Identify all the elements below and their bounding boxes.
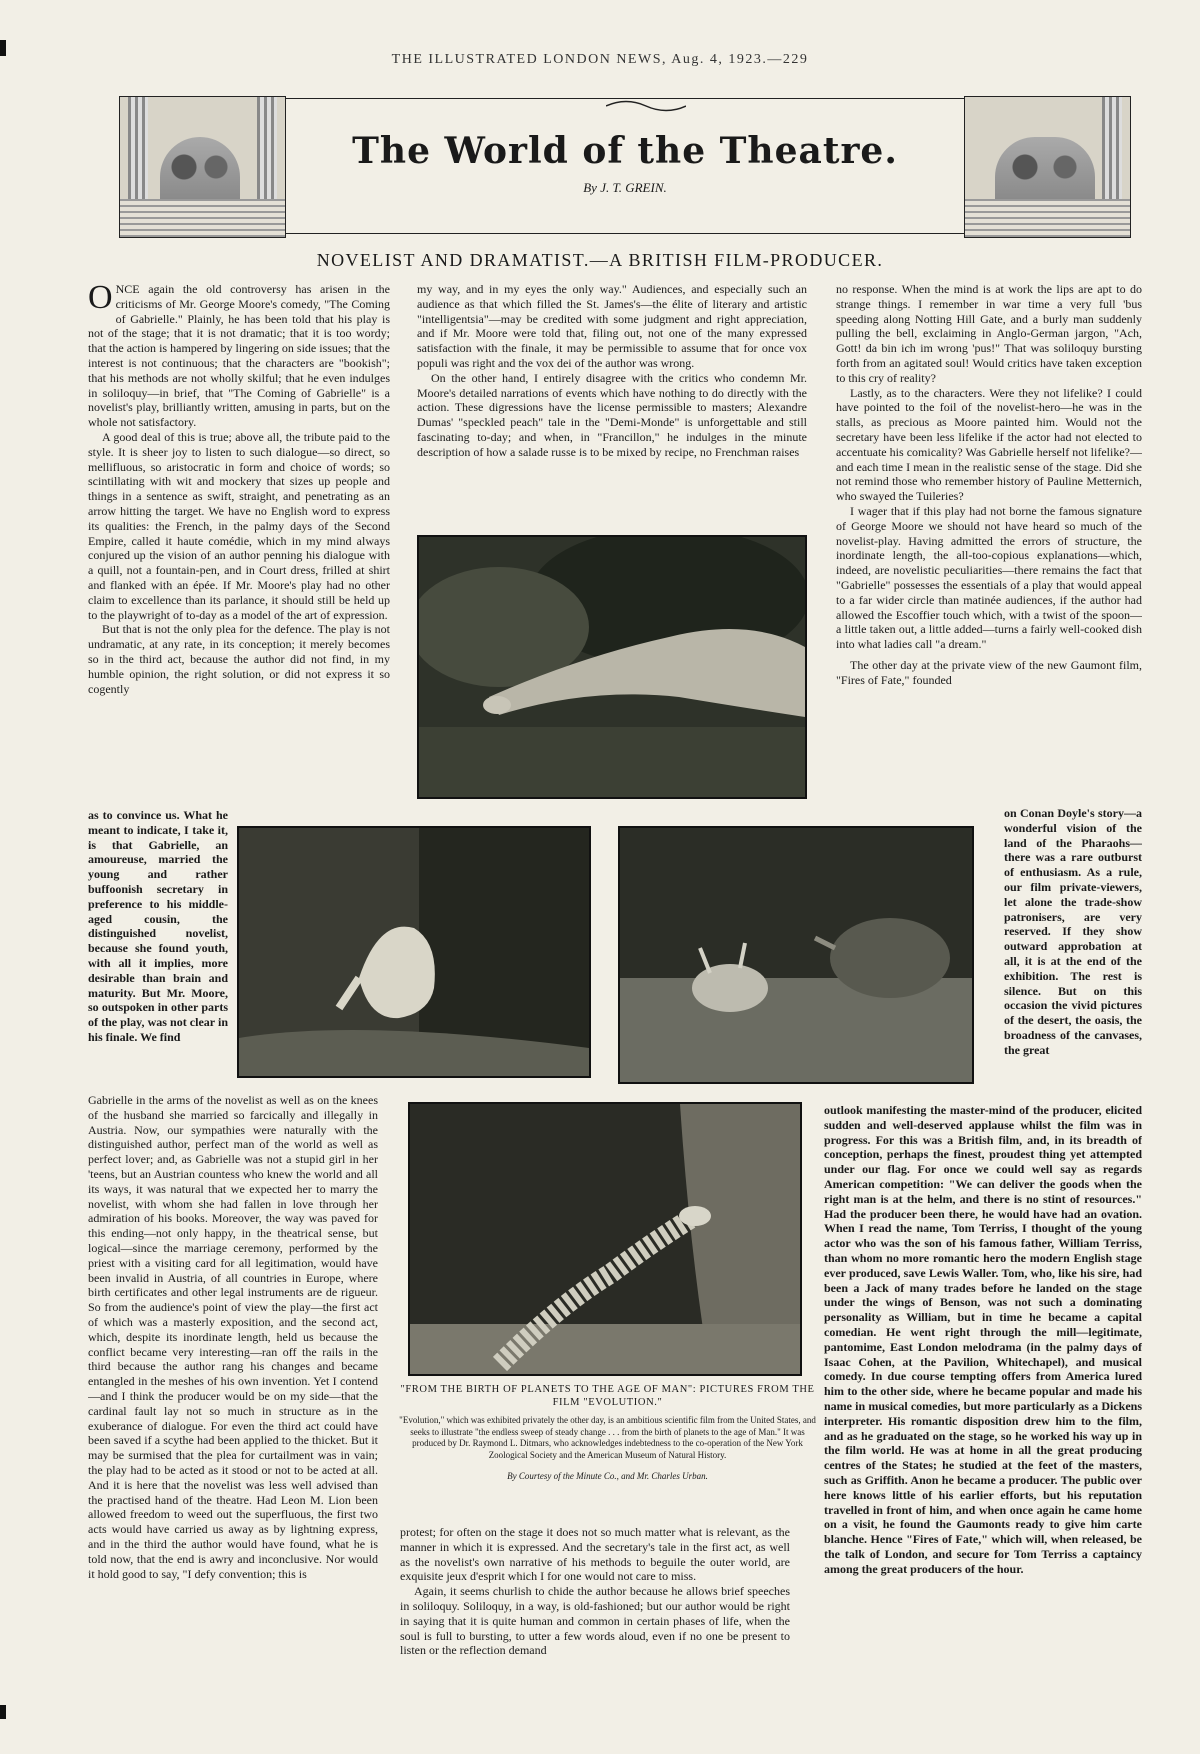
- triceratops-icon: [620, 828, 972, 1082]
- photo-triceratops: [618, 826, 974, 1084]
- column-right-bottom: [824, 1103, 1142, 1719]
- paragraph: my way, and in my eyes the only way." Audiences, and especially such an audience as that which filled the St. James's—the élite of literary and artistic "intelligentsia"—may be credited with some judgment and right appreciation, and if Mr. Moore were told that, filing out, not one of the many expressed satisfaction with the finale, it may be permissible to assume that for once vox populi was right and the vox dei of the author was wrong.: [417, 282, 807, 370]
- masthead-title: The World of the Theatre.: [352, 130, 898, 172]
- caption-body: "Evolution," which was exhibited privately the other day, is an ambitious scientific film from the United States, and seeks to illustrate "the endless sweep of steady change . . . from the birth of planets to the age of Man." It was produced by Dr. Raymond L. Ditmars, who acknowledges indebtedness to the co-operation of the New York Zoological Society and the American Museum of Natural History.: [399, 1415, 816, 1460]
- article-headline: NOVELIST AND DRAMATIST.—A BRITISH FILM-PRODUCER.: [316, 250, 884, 270]
- armoured-reptile-icon: [410, 1104, 800, 1374]
- column-middle-bottom: [400, 1525, 790, 1720]
- caption-credit: By Courtesy of the Minute Co., and Mr. Charles Urban.: [507, 1471, 708, 1481]
- paragraph: no response. When the mind is at work the lips are apt to do strange things. I remember in war time a very full 'bus speeding along Notting Hill Gate, and a burly man suddenly pulling the bell, exclaiming in Anglo-German jargon, "Ach, Gott! da bin ich im wrong 'pus!" That was soliloquy bursting forth from an agitated soul! Would critics have taken exception to this cry of reality?: [836, 282, 1142, 385]
- paragraph: Gabrielle in the arms of the novelist as well as on the knees of the husband she married so farcically and illegally in Austria. Now, our sympathies were naturally with the distinguished author, perfect man of the world as well as perfect lover; and, as Gabrielle was not a stupid girl in her 'teens, but an Austrian countess who knew the world and all its ways, it was natural that we expected her to marry the novelist, with whom she had fallen in love through her admiration of his books. Moreover, the way was paved for this ending—not only happy, in the theatrical sense, but logical—since the marriage ceremony, performed by the priest with a visiting card for all legitimation, would have been invalid in Austria, of all countries in Europe, where birth certificates and other legal instruments are de rigueur. So from the audience's point of view the play—the first act of which was a masterly exposition, and the second act, which, despite its inordinate length, held us because the conflict became very interesting—ran off the rails in the third because the author rang his changes and became entangled in the meshes of his own invention. Yet I contend—and I think the producer would be on my side—that the cardinal fault lay not so much in structure as in the exuberance of dialogue. For even the third act could have been saved if a scythe had been applied to the thicket. But it may be surmised that the plea for curtailment was in vain; the play had to be acted as it stood or not to be acted at all. And it is here that the novelist was less well advised than the practised hand of the theatre. Had Leon M. Lion been allowed freedom to weed out the superfluous, the first two acts would have carried us away as by lightning express, and in the third the author would have found, what he is told now, that the end is awry and inconclusive. Nor would it hold good to say, "I defy convention; this is: [88, 1093, 378, 1581]
- column-right-narrow: [1004, 806, 1142, 1101]
- running-head: THE ILLUSTRATED LONDON NEWS, Aug. 4, 1923.—229: [391, 52, 809, 67]
- masthead-banner: [105, 92, 1145, 252]
- scroll-ornament-icon: [606, 99, 686, 113]
- photo-armoured-reptile: [408, 1102, 802, 1376]
- photo-pangolin-like-creature: [237, 826, 591, 1078]
- prehistoric-mammal-icon: [239, 828, 589, 1076]
- paragraph: as to convince us. What he meant to indicate, I take it, is that Gabrielle, an amoureuse, married the young and rather buffoonish secretary in preference to his middle-aged cousin, the distinguished novelist, because she found youth, with all it implies, more desirable than brain and maturity. But Mr. Moore, so outspoken in other parts of the play, was not clear in his finale. We find: [88, 808, 228, 1044]
- paragraph: Lastly, as to the characters. Were they not lifelike? I could have pointed to the foil of the novelist-hero—he was in the stalls, as precious as Moore painted him. Would not the secretary have been less lifelike if the actor had not elected to accentuate his comicality? Was Gabrielle herself not lifelike?—and each time I mean in the realistic sense of the stage. Did she not remind those who remember history of Pauline Metternich, who swayed the Tuileries?: [836, 385, 1142, 504]
- paragraph: I wager that if this play had not borne the famous signature of George Moore we should not have heard so much of the novelist-play. Having admitted the errors of structure, the inordinate length, the all-too-copious explanations—which, indeed, are novelistic peculiarities—there remains the fact that "Gabrielle" possesses the essentials of a play that would appeal to a far wider circle than matinée audiences, if the author had allowed the Escoffier touch which, with a twist of the spoon—a little taken out, a little added—turns a fairly well-cooked dish into what ladies call "a dream.": [836, 503, 1142, 652]
- paragraph: But that is not the only plea for the defence. The play is not undramatic, at any rate, in its conception; it merely becomes so in the third act, because the author did not find, in my humble opinion, the right solution, or did not express it so cogently: [88, 622, 390, 696]
- binding-mark-bottom: [0, 1705, 6, 1719]
- drop-cap: O: [88, 282, 113, 316]
- sauropod-dinosaur-icon: [419, 537, 805, 797]
- paragraph: A good deal of this is true; above all, the tribute paid to the style. It is sheer joy to listen to such dialogue—so direct, so mellifluous, so aristocratic in form and choice of words; so scintillating with wit and mockery that sizes up people and things in a sentence as swift, straight, and penetrating as an arrow hitting the target. We have no English word to express its qualities: the French, in the palmy days of the Second Empire, called it haute comédie, which in my mind always conjured up the vision of an author penning his dialogue with a quill, not a fountain-pen, and in Court dress, frilled at shirt and flanked with an épée. If Mr. Moore's play had no other claim to excellence than its parlance, it should still be held up to the playwright of to-day as a model of the art of expression.: [88, 429, 390, 622]
- paragraph: protest; for often on the stage it does not so much matter what is relevant, as the manner in which it is expressed. And the secretary's tale in the first act, as well as the novelist's own narrative of his methods to beguile the outer world, are exquisite jeux d'esprit which I for one would not care to miss.: [400, 1525, 790, 1584]
- column-left-top: [88, 282, 390, 794]
- paragraph: The other day at the private view of the new Gaumont film, "Fires of Fate," founded: [836, 657, 1142, 687]
- photo-caption: [395, 1383, 820, 1483]
- paragraph: ONCE again the old controversy has arisen in the criticisms of Mr. George Moore's comedy, "The Coming of Gabrielle." Plainly, he has been told that his play is not of the stage; that it is not dramatic; that it is too wordy; that the action is hampered by lingering on side issues; that the interest is not continuous; that the characters are "bookish"; that his methods are not wholly skilful; that he even indulges in soliloquy—in brief, that "The Coming of Gabrielle" is a novelist's play, brilliantly written, amusing in parts, but on the whole not satisfactory.: [88, 282, 390, 430]
- photo-sauropod: [417, 535, 807, 799]
- column-left-bottom: [88, 1093, 378, 1719]
- column-middle-top: [417, 282, 807, 524]
- paragraph: On the other hand, I entirely disagree with the critics who condemn Mr. Moore's detailed narrations of events which have nothing to do directly with the action. These digressions have the license permissible to masters; Alexandre Dumas' "speckled peach" tale in the "Demi-Monde" is unforgettable and still fascinating to-day; and when, in "Francillon," he indulges in the minute description of how a salade russe is to be mixed by recipe, no Frenchman raises: [417, 370, 807, 459]
- paragraph: on Conan Doyle's story—a wonderful vision of the land of the Pharaohs—there was a rare outburst of enthusiasm. As a rule, our film private-viewers, let alone the trade-show patronisers, are very reserved. If they show outward approbation at all, it is at the end of the exhibition. The rest is silence. But on this occasion the vivid pictures of the desert, the oasis, the broadness of the canvases, the great: [1004, 806, 1142, 1057]
- byline: By J. T. GREIN.: [583, 180, 667, 195]
- caption-title: "FROM THE BIRTH OF PLANETS TO THE AGE OF MAN": PICTURES FROM THE FILM "EVOLUTION.": [400, 1384, 815, 1408]
- column-left-narrow: [88, 808, 228, 1093]
- paragraph: Again, it seems churlish to chide the author because he allows brief speeches in soliloquy. Soliloquy, in a way, is old-fashioned; but our author would be right in saying that it is quite human and common in certain phases of life, when the soul is full to bursting, to utter a few words aloud, even if no one be present to listen or the reflection demand: [400, 1584, 790, 1658]
- paragraph: outlook manifesting the master-mind of the producer, elicited sudden and well-deserved applause whilst the film was in progress. For this was a British film, and, in its breadth of conception, perhaps the finest, proudest thing yet attempted under our flag. For once we could well say as regards American competition: "We can deliver the goods when the right man is at the helm, and there is no stint of resources." Had the producer been there, he would have had an ovation. When I read the name, Tom Terriss, I thought of the young actor who was the son of his famous father, William Terriss, than whom no more romantic hero the modern English stage ever produced, save Lewis Waller. Tom, who, like his sire, had been a Jack of many trades before he landed on the stage under the wings of Benson, was not such a dominating personality as William, but in time he became a capital comedian. He went right through the mill—legitimate, pantomime, East London melodrama (in the palmy days of Isaac Cohen, at the Pavilion, Whitechapel), and musical comedy. In due course tempting offers from America lured him to the other side, where he became popular and made his name in musical comedies, but more particularly as a Dickens interpreter. His romantic disposition drew him to the film, and as he graduated on the stage, so he worked his way up in the film world. He was at home in all the great producing centres of the States; he studied at the feet of the masters, such as Griffith. Anon he became a producer. The public over here knows little of his earlier efforts, but his reputation travelled in front of him, and when once again he came home on a visit, he found the Gaumonts ready to give him carte blanche. Hence "Fires of Fate," which will, when released, be the talk of London, and secure for Tom Terriss a captaincy among the great producers of the hour.: [824, 1103, 1142, 1576]
- column-right-top: [836, 282, 1142, 802]
